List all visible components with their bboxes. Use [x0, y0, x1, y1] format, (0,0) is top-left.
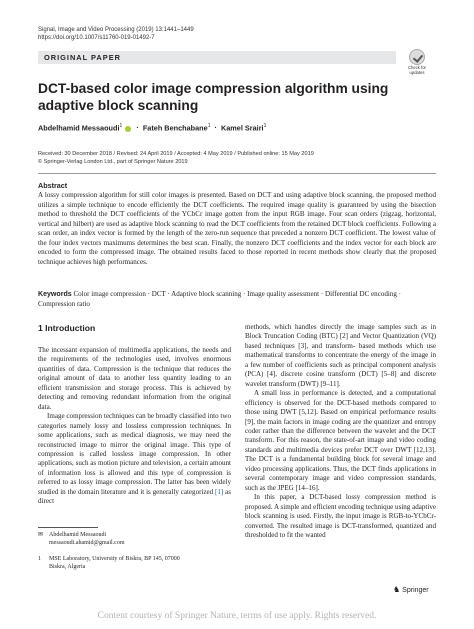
- author-1-affil: 1: [119, 123, 123, 129]
- author-2-affil: 1: [207, 123, 211, 129]
- author-separator: ·: [136, 123, 139, 133]
- author-1[interactable]: Abdelhamid Messaoudi: [38, 123, 120, 133]
- article-history: [38, 151, 314, 166]
- paragraph: A small loss in performance is detected, and a computational efficiency is observed for the DCT-based methods compared to those using DWT [5,12]. Based on empirical performance results [9], the main factors in image coding are the quantizer and entropy coder rather than the difference between the wavelet and the DCT transform. For this reason, the state-of-art image and video coding standards and multimedia devices prefer DCT over DWT [12,13]. The DCT is a fundamental building block for several image and video processing applications. Thus, the DCT finds applications in several contemporary image and video compression standards, such as the JPEG [14–16].: [245, 389, 436, 492]
- paper-title: DCT-based color image compression algorithm using adaptive block scanning: [38, 81, 389, 113]
- envelope-icon: ✉: [38, 532, 44, 538]
- received-dates: Received: 30 December 2018 / Revised: 24 April 2019 / Accepted: 4 May 2019 / Published online: 15 May 2019: [38, 151, 314, 157]
- footnote-author: Abdelhamid Messaoudi: [49, 532, 107, 538]
- paragraph: The incessant expansion of multimedia applications, the needs and the requirements of the technologies used, involves enormous quantities of data. Compression is the technique that reduces the original amount of data to another less quantity leading to an efficient transmission and storage process. This is achieved by detecting and removing redundant information from the original data.: [38, 346, 231, 411]
- publisher-name: Springer: [402, 587, 429, 594]
- copyright-line: © Springer-Verlag London Ltd., part of Springer Nature 2019: [38, 158, 188, 165]
- author-list: [38, 123, 438, 132]
- paragraph: [38, 412, 231, 507]
- author-3[interactable]: Kamel Srairi: [220, 123, 264, 133]
- check-updates-line1: Check for: [408, 65, 426, 70]
- paragraph: methods, which handles directly the image samples such as in Block Truncation Coding (BTC) [2] and Vector Quantization (VQ) based techniques [3], and transform- based methods which use mathematical transforms to concentrate the energy of the image in a few number of coefficients such as principal component analysis (PCA) [4], discrete cosine transform (DCT) [5–8] and discrete wavelet transform (DWT) [9–11].: [245, 323, 436, 388]
- springer-horse-icon: ♞: [393, 585, 401, 594]
- keywords-label: Keywords: [38, 291, 72, 298]
- affiliation-mark: 1: [38, 556, 41, 562]
- right-column: [245, 323, 436, 540]
- check-for-updates-badge[interactable]: [405, 49, 429, 81]
- keywords-text: Color image compression · DCT · Adaptive block scanning · Image quality assessment · Differential DC encoding · Compression ratio: [38, 290, 401, 308]
- doi-link[interactable]: https://doi.org/10.1007/s11760-019-01492-7: [38, 35, 155, 41]
- footnote-email[interactable]: messaoudi.ahamid@gmail.com: [49, 540, 125, 546]
- article-type-label: ORIGINAL PAPER: [44, 53, 121, 62]
- affiliation-line: MSE Laboratory, University of Biskra, BP 145, 07000: [49, 556, 180, 562]
- author-separator: ·: [214, 123, 217, 133]
- check-updates-line2: updates: [409, 70, 425, 75]
- journal-header: [38, 26, 194, 42]
- check-updates-icon: [409, 49, 425, 65]
- abstract-text: A lossy compression algorithm for still color images is presented. Based on DCT and using adaptive block scanning, the proposed method utilizes a simple technique to encode efficiently the DCT coefficients. The required image quality is guaranteed by using the bisection method to threshold the DCT coefficients of the YCbCr image gotten from the input RGB image. Four scan orders (zigzag, horizontal, vertical and hilbert) are used as adaptive block scanning to read the DCT coefficients from the retained DCT block coefficients. Following a scan order, an index vector is formed by the length of the zero-run sequence that preceded a nonzero DCT coefficient. The lowest value of the four index vectors maximums determines the best scan. Finally, the nonzero DCT coefficients and the index vector for each block are encoded to form the compressed image. The obtained results faced to those reported in recent methods show clearly that the proposed technique achieves high performances.: [38, 191, 436, 266]
- paragraph-text: Image compression techniques can be broadly classified into two categories namely lossy and lossless compression techniques. In some applications, such as medical diagnosis, we may need the reconstructed image to mirror the original image. This type of compression is called lossless image compression. In other applications, such as motion picture and television, a certain amount of information loss is allowed and this type of compression is referred to as lossy image compression. The latter has been widely studied in the domain literature and it is generally categorized: [38, 412, 231, 496]
- author-2[interactable]: Fateh Benchabane: [142, 123, 208, 133]
- author-3-affil: 1: [263, 123, 267, 129]
- section-heading: 1 Introduction: [38, 323, 96, 333]
- paragraph-text: as direct: [38, 487, 231, 506]
- courtesy-watermark: Content courtesy of Springer Nature, terms of use apply. Rights reserved.: [97, 611, 377, 621]
- abstract-heading: Abstract: [38, 181, 68, 190]
- journal-name: Signal, Image and Video Processing (2019) 13:1441–1449: [38, 27, 194, 33]
- orcid-icon[interactable]: [125, 126, 131, 132]
- affiliation-line: Biskra, Algeria: [49, 564, 86, 570]
- keywords: [38, 290, 436, 309]
- publisher-logo: [393, 585, 429, 594]
- divider: [38, 173, 436, 174]
- paragraph: In this paper, a DCT-based lossy compression method is proposed. A simple and efficient encoding technique using adaptive block scanning is used. Firstly, the input image is RGB-to-YCbCr-converted. The resulted image is DCT-transformed, quantized and thresholded to fit the wanted: [245, 493, 436, 539]
- footnote-divider: [38, 527, 98, 528]
- left-column: [38, 346, 231, 507]
- citation-link[interactable]: [1]: [215, 487, 224, 496]
